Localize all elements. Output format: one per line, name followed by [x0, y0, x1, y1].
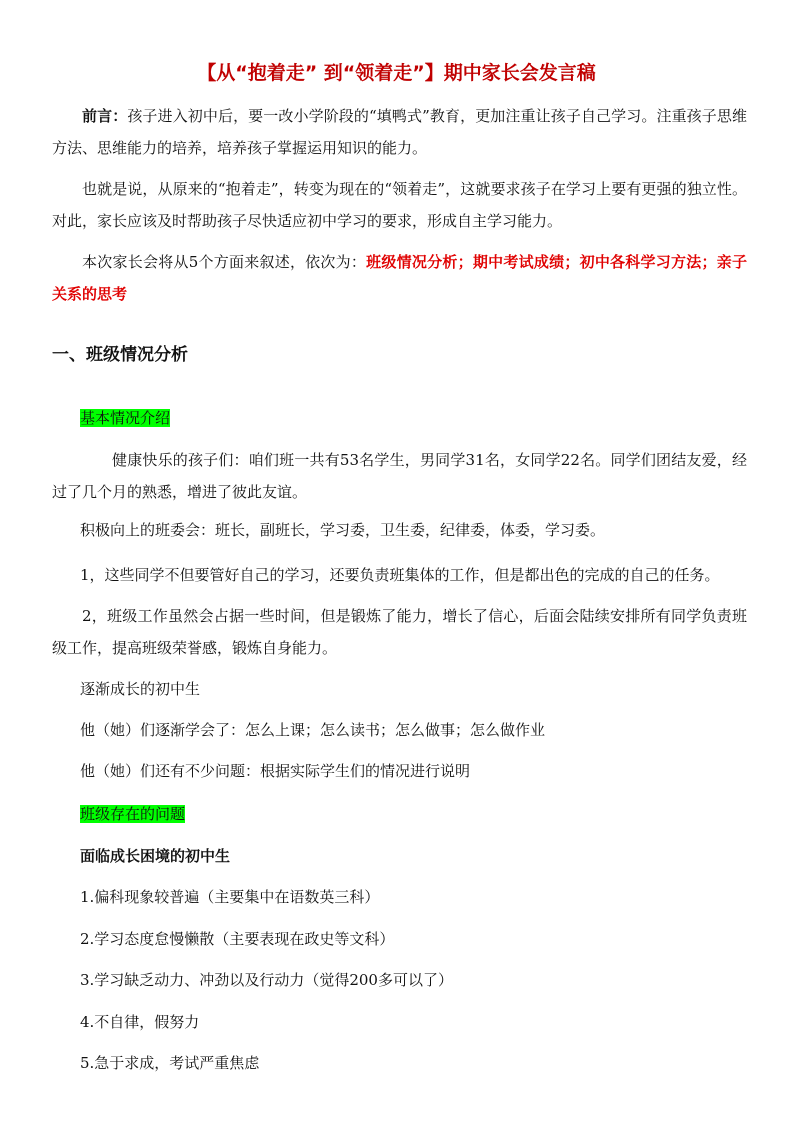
growing-line: 逐渐成长的初中生: [80, 680, 201, 698]
issue-item: 1.偏科现象较普遍（主要集中在语数英三科）: [80, 888, 380, 906]
overview-topics: 班级情况分析；期中考试成绩；初中各科学习方法；亲子关系的思考: [52, 253, 748, 303]
intro-label: 前言：: [82, 107, 128, 125]
basic-info-label: [80, 404, 170, 432]
issue-item: 5.急于求成，考试严重焦虑: [80, 1054, 260, 1072]
health-paragraph: 健康快乐的孩子们：咱们班一共有53名学生，男同学31名，女同学22名。同学们团结友爱，经过了几个月的熟悉，增进了彼此友谊。: [52, 451, 747, 501]
issue-item: 3.学习缺乏动力、冲劲以及行动力（觉得200多可以了）: [80, 971, 453, 989]
difficulty-heading: 面临成长困境的初中生: [80, 847, 231, 865]
document-title: 【从“抱着走” 到“领着走”】期中家长会发言稿: [197, 62, 596, 84]
issue-item: 4.不自律，假努力: [80, 1013, 200, 1031]
intro-text: 孩子进入初中后，要一改小学阶段的“填鸭式”教育，更加注重让孩子自己学习。注重孩子思维方法、思维能力的培养，培养孩子掌握运用知识的能力。: [52, 107, 747, 157]
basic-info-highlight: 基本情况介绍: [80, 409, 171, 427]
point-2: 2，班级工作虽然会占据一些时间，但是锻炼了能力，增长了信心，后面会陆续安排所有同学负责班级工作，提高班级荣誉感，锻炼自身能力。: [52, 607, 747, 657]
problems-label: [80, 800, 185, 828]
committee-line: 积极向上的班委会：班长，副班长，学习委，卫生委，纪律委，体委，学习委。: [80, 521, 606, 539]
problems-note-line: 他（她）们还有不少问题：根据实际学生们的情况进行说明: [80, 762, 471, 780]
learned-line: 他（她）们逐渐学会了：怎么上课；怎么读书；怎么做事；怎么做作业: [80, 721, 546, 739]
problems-highlight: 班级存在的问题: [80, 805, 186, 823]
point-1: 1，这些同学不但要管好自己的学习，还要负责班集体的工作，但是都出色的完成的自己的任务。: [80, 566, 720, 584]
section-heading: 一、班级情况分析: [52, 345, 188, 365]
overview-prefix: 本次家长会将从5个方面来叙述，依次为：: [82, 253, 367, 271]
transition-paragraph: 也就是说，从原来的“抱着走”，转变为现在的“领着走”，这就要求孩子在学习上要有更强的独立性。对此，家长应该及时帮助孩子尽快适应初中学习的要求，形成自主学习能力。: [52, 180, 747, 230]
intro-paragraph: [52, 100, 747, 164]
issue-item: 2.学习态度怠慢懒散（主要表现在政史等文科）: [80, 930, 395, 948]
overview-paragraph: [52, 246, 747, 310]
